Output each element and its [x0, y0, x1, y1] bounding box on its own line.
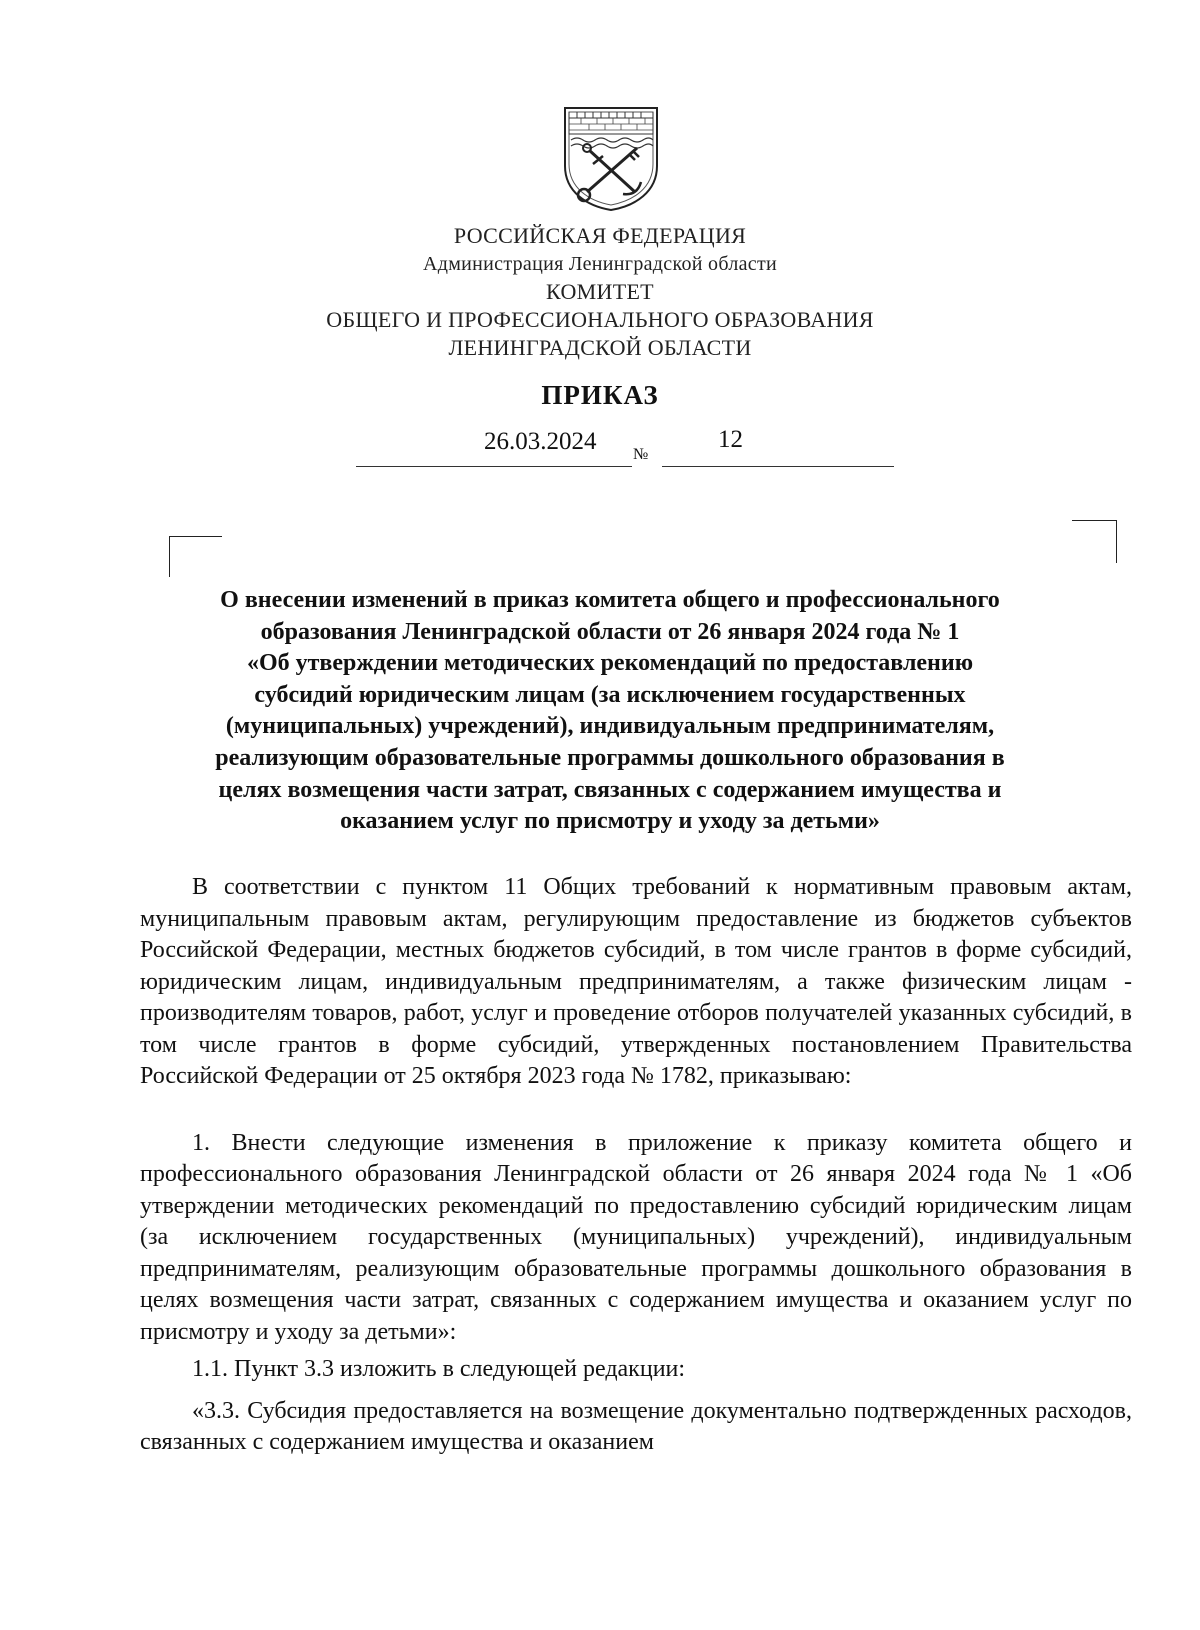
subject-line: реализующим образовательные программы дошкольного образования в — [215, 744, 1005, 771]
subject-bracket-right — [1072, 520, 1117, 563]
subject-line: О внесении изменений в приказ комитета общего и профессионального — [220, 587, 1000, 613]
item-3-3-paragraph: «3.3. Субсидия предоставляется на возмещение документально подтвержденных расходов, связанных с содержанием имущества и оказанием — [140, 1397, 1132, 1455]
order-number: 12 — [718, 426, 743, 453]
order-date: 26.03.2024 — [484, 428, 597, 455]
preamble-paragraph: В соответствии с пунктом 11 Общих требований к нормативным правовым актам, муниципальным правовым актам, регулирующим предоставление из бюджетов субъектов Российской Федерации, местных бюджетов субсидий, в том числе грантов в форме субсидий, юридическим лицам, индивидуальным предпринимателям, а также физическим лицам - производителям товаров, работ, услуг и проведение отборов получателей указанных субсидий, в том числе грантов в форме субсидий, утвержденных постановлением Правительства Российской Федерации от 25 октября 2023 года № 1782, приказываю: — [140, 874, 1132, 1089]
committee-line: КОМИТЕТ — [546, 279, 654, 304]
subject-line: «Об утверждении методических рекомендаций по предоставлению — [246, 650, 974, 677]
subject-line: образования Ленинградской области от 26 января 2024 года № 1 — [260, 618, 960, 645]
subject-line: субсидий юридическим лицам (за исключением государственных — [254, 681, 966, 708]
committee-full-line: ОБЩЕГО И ПРОФЕССИОНАЛЬНОГО ОБРАЗОВАНИЯ — [326, 307, 874, 332]
date-number-row — [0, 428, 1200, 478]
number-label: № — [633, 446, 649, 463]
issuer-header — [0, 222, 1200, 362]
federation-line: РОССИЙСКАЯ ФЕДЕРАЦИЯ — [453, 223, 747, 248]
number-underline — [662, 466, 894, 467]
coat-of-arms-icon — [557, 104, 665, 212]
item-1-paragraph: 1. Внести следующие изменения в приложение к приказу комитета общего и профессионального образования Ленинградской области от 26 января 2024 года № 1 «Об утверждении методических рекомендаций по предоставлению субсидий юридическим лицам (за исключением государственных (муниципальных) учреждений), индивидуальным предпринимателям, реализующим образовательные программы дошкольного образования в целях возмещения части затрат, связанных с содержанием имущества и оказанием услуг по присмотру и уходу за детьми»: — [140, 1129, 1132, 1345]
subject-line: оказанием услуг по присмотру и уходу за детьми» — [340, 808, 880, 835]
region-line: ЛЕНИНГРАДСКОЙ ОБЛАСТИ — [448, 335, 752, 360]
administration-line: Администрация Ленинградской области — [422, 253, 778, 275]
document-type-title: ПРИКАЗ — [541, 380, 659, 410]
subject-line: целях возмещения части затрат, связанных с содержанием имущества и — [218, 776, 1002, 803]
item-1-1-paragraph: 1.1. Пункт 3.3 изложить в следующей редакции: — [192, 1356, 686, 1382]
date-underline — [356, 466, 632, 467]
subject-line: (муниципальных) учреждений), индивидуальным предпринимателям, — [225, 713, 995, 740]
order-subject — [150, 585, 1070, 838]
order-body — [140, 872, 1132, 1459]
subject-bracket-left — [169, 536, 222, 577]
